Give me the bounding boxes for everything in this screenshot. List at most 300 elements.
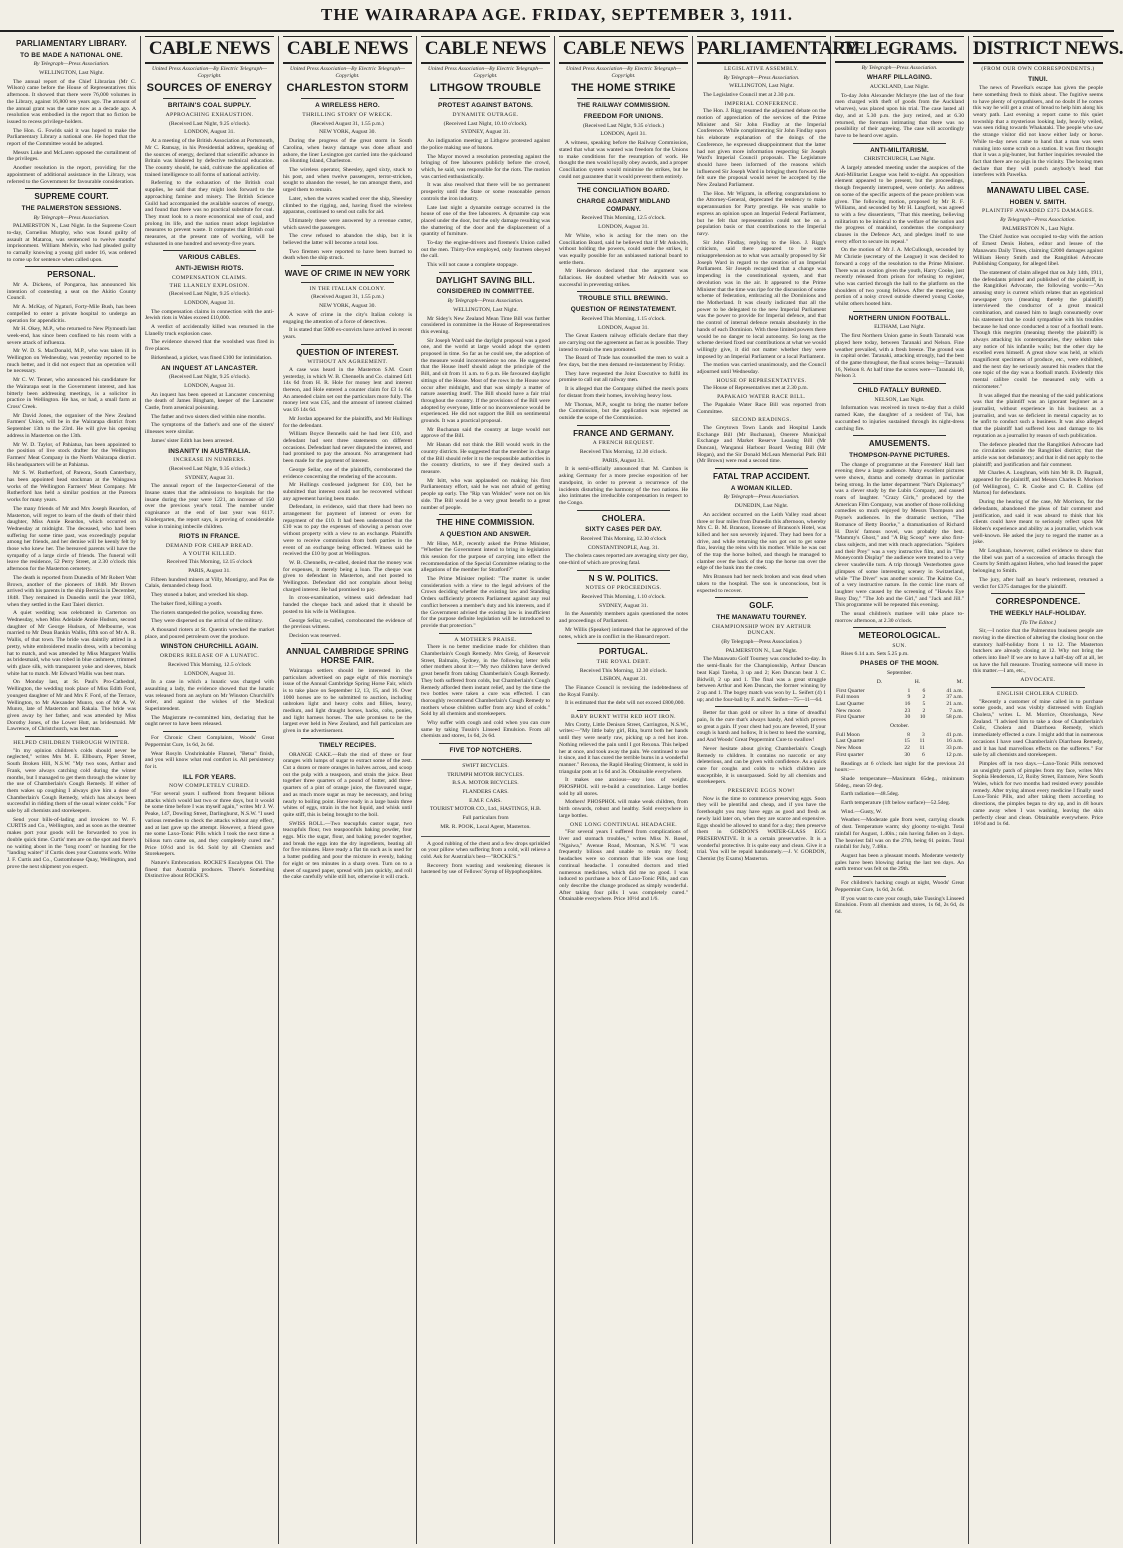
paragraph: Pimples off in two days.—Laxo-Tonic Pills removed an unsightly patch of pimples from my face, writes Mrs Sophia Henderson, 12, Roiby Street, Enmore, New South Wales, which for two months had resisted every possible remedy. After trying almost every medicine I finally used Laxo-Tonic Pills, and after taking them according to directions, the pimples began to dry up, and in 48 hours came away when I was washing, leaving the skin perfectly clear and clean. Obtainable everywhere. Price 10½d and 1s 6d. [973,760,1103,828]
paragraph: Recovery from wasting and weakening diseases is hastened by use of Fellows' Syrup of Hypophosphites. [421,862,550,876]
subheading: FREEDOM FOR UNIONS. [583,113,664,121]
byline: United Press Association—By Electric Telegraph—Copyright. [289,65,406,79]
column-banner: CABLE NEWS [559,36,688,64]
paragraph: A wave of crime in the city's Italian colony is engaging the attention of a force of detectives. [283,311,412,325]
paragraph: The crew refused to abandon the ship, but it is believed the latter will become a total loss. [283,233,412,247]
column-banner: CABLE NEWS [145,36,274,64]
table-cell: First Quarter [836,714,865,721]
subheading: THE PALMERSTON SESSIONS. [21,204,122,212]
column-banner: TELEGRAMS. [835,36,964,63]
paragraph: The Finance Council is revising the indebtedness of the Royal Family. [559,684,688,698]
sub-heading: DYNAMITE OUTRAGE. [452,112,519,119]
paragraph: SWISS ROLL.—Two teacupfuls castor sugar, two teacupfuls flour, two teaspoonfuls baking powder, four eggs. Mix the sugar, flour, and baking powder together, and break the eggs into the dry ingredients, beating all for five minutes. Have ready a flat tin such as is used for a batter pudding and pour the mixture in evenly, baking for eight or ten minutes in a sharp oven. Turn on to a sheet of sugared paper, spread with jam quickly, and roll the cake carefully while still hot, otherwise it will crack. [283,820,412,881]
table-cell: 3 [922,731,925,738]
byline: By Telegraph—Press Association. [33,61,110,68]
dateline: SYDNEY, August 31. [184,474,234,481]
paragraph: "In my opinion children's colds should never be neglected," writes Mrs M. E. Ellbourn, Piper Street, South Broken Hill, N.S.W. "My two sons, Arthur and Frank, were always catching cold during the winter months, but I managed to get them through the winter by the use of Chamberlain's Cough Remedy. If either of them wakes up coughing I always give him a dose of Chamberlain's Cough Remedy, which has always been successful in ridding them of the usual winter colds." For sale by all chemists and storekeepers. [7,747,136,815]
section-heading: WAVE OF CRIME IN NEW YORK [284,269,411,279]
ad-line: FLANDERS CARS. [462,788,509,795]
subheading: BRITAIN'S COAL SUPPLY. [167,102,252,110]
paragraph: Nature's Embrocation. ROCKE'S Eucalyptus Oil. The finest that Australia produces. There's Something Distinctive about ROCKE'S. [145,860,274,880]
subheading: THE MANAWATU TOURNEY. [716,613,807,621]
paragraph: On Monday last, at St. Paul's Pro-Cathedral, Wellington, the wedding took place of Miss Edith Ford, youngest daughter of Mr and Mrs F. Ford, of the Terrace, Wellington, to Mr Alexander Munro, son of Mr A. W. Munro, late of Masterton and Rakaia. The bride was given away by her father, and was attended by Miss Dorothy Jones, of the Lower Hutt, as bridesmaid. Mr Lawrence, of Christchurch, was best man. [7,679,136,733]
dateline: LONDON, August 31. [598,224,649,231]
subheading: CHARGE AGAINST MIDLAND COMPANY. [576,198,671,213]
paragraph: A largely attended meeting under the auspices of the Anti-Militarist League was held to-night. An opposition element appeared to be present, but the proceedings, though frequently interrupted, were orderly. An address on some of the specific aspects of the peace problem was given. The following motion, proposed by Mr R. F. Williams, and seconded by Mr H. Langford, was agreed to with a few dissentients, "That this meeting, believing militarism to be inimical to the welfare of the nation and the progress of mankind, condemns the compulsory clauses in the Defence Act, and pledges itself to use every effort to secure its repeal." [835,165,964,245]
paragraph: It is semi-officially announced that M. Cambon is asking Germany for a more precise exposition of her standpoint, in order to prevent a recurrence of the incidents disturbing the harmony of the two nations. He also intimates the irreducible compensation in respect to the Congo. [559,466,688,506]
subheading: THE CONCILIATION BOARD. [577,187,670,195]
table-cell: 11 [919,745,925,752]
dateline: NEW YORK, August 30. [319,303,376,310]
sub-heading: HELPED CHILDREN THROUGH WINTER. [13,740,130,747]
table-row [835,738,964,745]
subheading: TINUI. [1028,75,1048,83]
sub-heading: THRILLING STORY OF WRECK. [302,112,393,119]
table-cell: 12 p.m. [946,751,963,758]
dateline: NELSON, Last Night. [874,396,925,403]
paragraph: The Magistrate re-committed him, declaring that he ought never to have been released. [145,714,274,728]
table-row [835,688,964,695]
table-cell: 5 [922,700,926,707]
column-banner: CABLE NEWS [421,36,550,64]
subheading: THE WEEKLY HALF-HOLIDAY. [989,609,1087,617]
paragraph: A case was heard in the Masterton S.M. Court yesterday, in which W. B. Chennells and Co. claimed £41 14s 6d from H. R. Hole for money lent and interest thereon, and Hole entered a counter claim for £3 1s 6d. An amended claim set out the particulars more fully. The money lent was £35, and the amount of interest claimed was £6 14s 6d. [283,366,412,414]
paragraph: James' sister Edith has been arrested. [151,437,234,444]
paragraph: Defendant, in evidence, said that there had been no arrangement for payment of interest or even for repayment of the £10. It had been understood that the £10 was to pay the expenses of showing a person over without property with a view to an exchange. Plaintiffs were to receive commission from both parties in the event of an exchange being effected. Witness said he received the £10 by post at Wellington. [283,504,412,558]
paragraph: ORANGE CAKE.—Rub the rind of three or four oranges with lumps of sugar to extract some of the zest. Cut a dozen or more oranges in halves across, and scoop out the pulp with a teaspoon, and strain the juice. Beat together three quarters of a pound of butter, add three-quarters of a pint of orange juice, the flavoured sugar, and as much more sugar as may be necessary, and bring nearly to boiling point. Have ready in a large basin three whites of eggs, strain in the hot liquid, and whisk until quite stiff, this is being brought to the boil. [283,751,412,818]
paragraph: At a meeting of the British Association at Portsmouth, Mr C. Ramsay, in his Presidential address, speaking of the sources of energy, declared that scientific advance in Britain was hindered by defective technical education. The country should, he said, cultivate the application of trained intelligence to all forms of national activity. [145,138,274,178]
paragraph: The Board of Trade has counselled the men to wait a few days, but the men demand re-instatement by Friday. [559,355,688,369]
paragraph: The Legislative Council met at 2.30 p.m. [703,91,795,98]
paragraph: Wairarapa settlers should be interested in the particulars advertised on page eight of this morning's issue of the Annual Cambridge Spring Horse Fair, which is to take place on September 12, 13, 15, and 16. Over 1000 horses are to be submitted to auction, including unbroken light and heavy colts and fillies, heavy, medium, and light draught horses, hacks, cobs, ponies, and light harness horses. The sale promises to be the largest ever held in New Zealand, and full particulars are given in the advertisement. [283,667,412,735]
column-7 [831,36,969,1544]
paragraph: Mr Isitt, who was applauded on making his first Parliamentary effort, said he was not afraid of getting people up early. The "Rip van Winkles" were not on his side. The Bill would be a very great benefit to a great number of people. [421,477,550,511]
paragraph: A quiet wedding was celebrated in Carterton on Wednesday, when Miss Adelaide Annie Hudson, second daughter of Mr George Hudson, of Melbourne, was married to Mr Dean Bankin Wallis, fifth son of Mr A. R. Wallis, of that town. The bride was daintily attired in a pretty, white embroidered muslin dress, with a becoming hat to match, and was attended by Miss Margaret Wallis as bridesmaid, who was robed in blue cashmere, trimmed with glace silk, with transparent yoke and sleeves, black white hat to match. Mr Edward Wallis was best man. [7,610,136,677]
paragraph: Mr White, who is acting for the men on the Conciliation Board, said he believed that if Mr Askwith, without holding the powers, could settle the strikes, it was equally possible for an unbiassed national board to settle them. [559,232,688,266]
section-heading: METEOROLOGICAL. [858,631,941,641]
section-heading: CHOLERA. [601,513,646,523]
sub-heading: IMPERIAL CONFERENCE. [724,100,799,107]
paragraph: Mr David Jones, the organiser of the New Zealand Farmers' Union, will be in the Wairarapa district from September 13th to the 23rd. He will give his opening address in Masterton on the 13th. [7,412,136,439]
table-cell: Last Quarter [836,738,865,745]
table-row [835,694,964,701]
dateline: Received This Morning, 12.30 o'clock [580,535,667,542]
headline: THE HOME STRIKE [571,82,676,95]
newspaper-columns [0,32,1123,1544]
paragraph: The House of Representatives met at 2.30 p.m. [703,385,809,392]
byline: United Press Association—By Electric Telegraph—Copyright. [151,65,268,79]
sub-heading: SUN. [892,643,907,650]
paragraph: It is estimated that the debt will not exceed £800,000. [565,700,685,707]
paragraph: Sir John Findlay, replying to the Hon. J. Rigg's criticism, said there appeared to be some misapprehension as to what was actually proposed by Sir Joseph Ward in regard to the creation of an Imperial Parliament. Sir Joseph recognised that a change was impending in the constitutional system, and that devolution was in the air. It appeared to the Prime Minister that the time was ripe for the discussion of some scheme of federation, embracing all the Dominions and the Motherland. It was clearly indicated that all the power to be delegated to the new Imperial Parliament was the power to provide for Imperial defence, and that the control of internal defence remain absolutely in the hands of each Dominion. With these limited powers there would be no danger to local autonomy. So long as the scheme devised fixed our contributions at what we would willingly give, it did not matter whether they were imposed by an Imperial Parliament or a local Parliament. [697,239,826,360]
moon-month: October. [889,723,910,730]
paragraph: Information was received in town to-day that a child named Kate, the daughter of a resident of Tui, has succumbed to injuries sustained through its night-dress catching fire. [835,405,964,432]
table-cell: 41 a.m. [946,687,963,694]
sub-heading: PLAINTIFF AWARDED £375 DAMAGES. [981,208,1095,215]
paragraph: Mr C. W. Tenner, who announced his candidature for the Wairarapa seat in the Government interest, and has bitterly been addressing meetings, is a solicitor in practice in Wellington. He has, or had, a small farm at Cross' Creek. [7,377,136,410]
subheading: FIVE TOP NOTCHERS. [449,747,522,755]
paragraph: On the motion of Mr J. A. McCullough, seconded by Mr Christie (secretary of the League) it was decided to forward a copy of the resolution to the Prime Minister. There was an ovation given the youth, Harry Cooke, just recently released from prison for refusing to register, who was carried through the hall to the platform on the shoulders of two young fellows. After the meeting one portion of a noisy crowd outside cheered young Cooke, whilst others hooted him. [835,247,964,308]
dateline: PALMERSTON N., Last Night. [1002,225,1074,232]
paragraph: "For several years I suffered from complications of liver and stomach troubles," writes Miss N. Rosel, "Ngaiwa," Avenue Road, Mosman, N.S.W. "I was frequently bilious and unable to retain my food; headaches were so common that life was one long continual headache. I consulted doctors and tried numerous medicines, which did me no good. I was induced to purchase a box of Laxo-Tonic Pills, and can only describe the change produced as simply wonderful. After taking four pills I was completely cured." Obtainable everywhere. Price 10½d and 1/6. [559,829,688,903]
paragraph: Later, when the waves washed over the ship, Sheesley climbed to the rigging, and, having fixed the wireless apparatus, continued to send out calls for aid. [283,195,412,216]
dateline: WELLINGTON, Last Night. [453,306,518,313]
dateline: NEW YORK, August 30. [319,129,376,136]
ad-line: Full particulars from [462,815,509,822]
sub-heading: THE LLANELY EXPLOSION. [169,282,250,289]
subheading: THOMPSON-PAYNE PICTURES. [849,451,950,459]
ad-line: E.M.F. CARS. [469,797,502,804]
table-cell: 30 [904,714,911,721]
table-header-cell: M. [956,678,963,685]
paragraph: Mr H. Okey, M.P., who returned to New Plymouth last week-end, has since been confined to his room with a severe attack of influenza. [7,326,136,346]
paragraph: The father and two sisters died within nine months. [151,413,266,420]
sub-heading: THE ROYAL DEBT. [596,658,651,665]
paragraph: For children's hacking cough at night, Woods' Great Peppermint Cure, 1s 6d, 2s 6d. [835,880,964,893]
dateline: LONDON, August 31. [184,670,235,677]
paragraph: Earth radiation—48.5deg. [841,791,900,798]
column-1 [3,36,141,1544]
dateline: (Received Last Night, 9.25 o'clock). [168,374,250,381]
paragraph: Readings at 6 o'clock last night for the previous 24 hours:— [835,760,964,774]
paragraph: Wind.—Gusty, W. [841,808,883,815]
paragraph: If you want to cure your cough, take Tussing's Linseed Emulsion. From all chemists and stores, 1s 6d, 2s 6d, 4s 6d. [835,895,964,915]
ad-line: SWIFT BICYCLES. [462,762,509,769]
dateline: Received This Morning, 1.15 o'clock. [581,315,666,322]
paragraph: Earth temperature (1ft below surface)—52.5deg. [841,800,951,807]
dateline: LISBON, August 31. [599,676,648,683]
table-cell: 21 a.m. [946,700,963,707]
paragraph: To-day the engine-drivers and firemen's Union called out the men. Thirty-five employed, only fourteen obeyed the call. [421,240,550,260]
paragraph: The Papakaio Water Race Bill was reported from Committee. [697,401,826,415]
subheading: ANTI-JEWISH RIOTS. [175,265,244,273]
masthead [0,0,1114,32]
paragraph: Another resolution in the report, providing for the appointment of additional assistance in the Library, was referred to the Government for favourable consideration. [7,165,136,185]
column-4 [417,36,555,1544]
paragraph: "Recently a customer of mine called in to purchase some goods, and was visibly distressed with English Cholera," writes L. M. Morrice, Otorohanga, New Zealand. "I advised him to take a dose of Chamberlain's Colic, Cholera and Diarrhoea Remedy, which immediately effected a cure. I might add that in numerous occasions I have used Chamberlain's Diarrhoea Remedy, and it has had marvellous effects on the sufferers." For sale by all chemists and storekeepers. [973,698,1103,759]
ad-line: MR. R. POOK, Local Agent, Masterton. [440,823,531,830]
sub-heading: NOW COMPLETELY CURED. [168,783,251,790]
subheading: VARIOUS CABLES. [178,254,241,262]
table-row [835,714,964,721]
dateline: SYDNEY, August 31. [598,602,648,609]
sub-heading: INCREASE IN NUMBERS. [173,457,246,464]
table-row [835,732,964,739]
column-banner: DISTRICT NEWS. [973,36,1103,64]
subheading: A WOMAN KILLED. [730,484,793,492]
paragraph: Decision was reserved. [289,632,341,639]
paragraph: For Chronic Chest Complaints, Woods' Great Peppermint Cure, 1s 6d, 2s 6d. [145,735,274,748]
section-heading: ANNUAL CAMBRIDGE SPRING HORSE FAIR. [286,646,409,666]
paragraph: The compensation claims in connection with the anti-Jewish riots in Wales exceed £10,000. [145,308,274,322]
dateline: PARIS, August 31. [188,568,231,575]
paragraph: The Hon. G. Fowlds said it was hoped to make the Parliamentary Library a national one. He hoped that the report of the Committee would be adopted. [7,127,136,148]
subheading: RIOTS IN FRANCE. [178,533,241,541]
sub-heading: PAPAKAIO WATER RACE BILL. [717,394,806,401]
paragraph: It was also resolved that there will be no permanent prosperity until the State or some reasonable person controls the iron industry. [421,182,550,202]
paragraph: The motion was carried unanimously, and the Council adjourned until Wednesday. [697,362,826,376]
paragraph: The Greytown Town Lands and Hospital Lands Exchange Bill (Mr Buchanan), Onerere Municipal Exchange and Market Reserve Leasing Bill (Mr Duncan), Wanganui Harbour Board Vesting Bill (Mr Hogan), and the Sir Donald McLean Memorial Park Bill (Mr Brown) were read a second time. [697,424,826,465]
sub-heading: ADVOCATE. [1020,677,1056,684]
sub-heading: DEMAND FOR CHEAP BREAD. [165,542,254,549]
table-row [835,745,964,752]
paragraph: During the hearing of the case, Mr Morrison, for the defendants, abandoned the pleas of fair comment and justification, and said it was absurd to think that his clients could have meant to seriously reflect upon Mr Hoben's experience and ability as a journalist, which was well-known. He asked the jury to regard the matter as a joke. [973,499,1103,546]
headline: SOURCES OF ENERGY [146,82,273,95]
paragraph: An accident occurred on the Leith Valley road about three or four miles from Dunedin this afternoon, whereby Mrs C. B. M. Branson, licensee of Branson's Hotel, was killed and her son severely injured. They had been for a drive, and while returning the son got out to get some flax, leaving the reins with his mother. While he was out of the trap the horse bolted, and though he managed to clamber over the back of the trap the horse ran over the edge of the bank into the creek. [697,511,826,572]
sub-heading: BABY BURNT WITH RED HOT IRON. [571,714,676,721]
paragraph: The Prime Minister replied: "The matter is under consideration with a view to the legal advisers of the Crown deciding whether the existing law and Standing Orders sufficiently protects Parliament against any real conflict between a member's duty and his interests, and if the Government advised the existing law is insufficient for the purpose definite legislation will be introduced to provide that protection." [421,576,550,629]
masthead-title: THE WAIRARAPA AGE. FRIDAY, SEPTEMBER 3, 1911. [321,5,793,24]
subheading: TO BE MADE A NATIONAL ONE. [20,51,123,59]
headline: LITHGOW TROUBLE [429,82,542,95]
column-8 [969,36,1123,1544]
paragraph: The wireless operator, Sheesley, aged sixty, stuck to his post, and when twelve passengers, terror-stricken, sought to abandon the vessel, he ran amongst them, and urged them to remain. [283,167,412,194]
paragraph: The Manawatu Golf Tourney was concluded to-day. In the semi-finals for the Championship, Arthur Duncan beat Kapi Tareha, 3 up and 2; Ken Duncan beat J. C. Bidwill, 2 up and 1. The final was a great struggle between Arthur and Ken Duncan, the former winning by 2 up and 1. The bogey match was won by L. Seifert (4) 1 up; and the four-ball by F. and N. Seifert—75—11—64. [697,656,826,703]
paragraph: Mrs Branson had her neck broken and was dead when taken to the hospital. The son is unconscious, but is expected to recover. [697,574,826,594]
table-row [835,752,964,759]
paragraph: They have requested the Joint Executive to fulfil its promise to call out all railway men. [559,370,688,384]
sub-heading: IN THE ITALIAN COLONY. [309,285,386,292]
paragraph: Mr A. McKay, of Ngaturi, Forty-Mile Bush, has been compelled to enter a private hospital to undergo an operation for appendicitis. [7,304,136,324]
paragraph: Wear Rosyln Unshrinkable Flannel, "Betsa" finish, and you will know what real comfort is. All persistency for it. [145,750,274,770]
dateline: WELLINGTON, Last Night. [39,69,104,76]
dateline: (Received Last Night, 10.10 o'clock). [443,120,528,127]
section-heading: DAYLIGHT SAVING BILL. [436,275,535,285]
paragraph: Mr Loughnan, however, called evidence to show that the libel was part of a succession of attacks through the Courts by Smith against Hoben, who had leased the paper belonging to Smith. [973,548,1103,575]
moon-phases-table [835,688,964,722]
column-3 [279,36,417,1544]
table-cell: 23 [904,707,911,714]
section-heading: FRANCE AND GERMANY. [573,428,674,438]
paragraph: An inquest has been opened at Lancaster concerning the death of James Bingham, keeper of the Lancaster Castle, from arsenical poisoning. [145,391,274,412]
table-cell: 6 [922,751,925,758]
table-cell: 30 [904,751,910,758]
ad-line: TOURIST MOTOR CO., Ltd., HASTINGS, H.B. [429,806,542,813]
table-cell: 8 [907,731,910,738]
table-cell: 11 [919,738,925,745]
paragraph: The statement of claim alleged that on July 14th, 1911, the defendants printed and published of the plaintiff, in the Rangitikei Advocate, the following words:—"An amusing story is current which relates that an egotistical newspaper tyro (meaning thereby the plaintiff) interviewed the conductor of a great musical combination, and caused him to laugh consumedly over his statement that he could sympathise with his troubles because he had once conducted a tour of a football team. Though this megrim (meaning thereby the plaintiff) is always attacking his contemporaries, they seldom take any notice of his infantile wails; but the other day he excelled even himself. A great show was held, at which magnificent specimens of produce, etc., were exhibited, and the next day he seriously assured his readers that the one topic of the day was a football match. Evidently this mental calibre could be measured only with a micrometer." [973,269,1103,390]
section-heading: GOLF. [749,601,774,611]
paragraph: The death is reported from Dunedin of Mr Robert Watt Brown, another of the pioneers of 1848. Mr Brown arrived with his parents in the ship Bernicia in December, 1848. They remained in Dunedin until the year 1863, when they settled in the East Taieri district. [7,574,137,608]
table-header-cell: H. [914,678,921,685]
sub-heading: APPROACHING EXHAUSTION. [165,112,254,119]
sub-heading: ONE LONG CONTINUAL HEADACHE. [569,821,677,828]
dateline: Received This Morning, 12.15 o'clock [166,559,253,566]
paragraph: Late last night a dynamite outrage occurred in the house of one of the free labourers. A dynamite cap was placed under the door, but the only damage resulting was the shattering of the door and the displacement of a quantity of furniture. [421,204,550,238]
sub-heading: SECOND READINGS. [731,417,792,424]
ad-line: B.S.A. MOTOR BICYCLES. [452,780,519,787]
table-cell: 33 p.m. [946,745,963,752]
table-cell: 6 [922,687,926,694]
table-cell: 9 [907,694,911,701]
paragraph: During the progress of the great storm in South Carolina, when heavy damage was done afloat and ashore, the liner Lexington got carried into the quicksand on Hunting Island, Charleston. [283,138,412,165]
moon-table-header [835,679,964,686]
dateline: LONDON, August 31. [184,299,235,306]
paragraph: Birkenhead, a picket, was fined £100 for intimidation. [151,354,273,361]
paragraph: Weather.—Moderate gale from west, carrying clouds of dust. Temperature warm; sky gloomy to-night. Total rainfall for August, 1.40in.; rain having fallen on 3 days. The heaviest fall was on the 27th, being 61 points. Total rainfall for July, 7.48in. [835,817,964,851]
dateline: Received This Morning, 12.30 o'clock. [579,449,668,455]
subheading: HOBEN V. SMITH. [1009,198,1067,206]
byline: [To The Editor.] [1019,619,1056,626]
dateline: DUNEDIN, Last Night. [734,503,789,510]
sub-heading: LEGISLATIVE ASSEMBLY. [724,65,799,72]
paragraph: Mr Charles A. Loughnan, with him Mr R. D. Bagnall, appeared for the plaintiff, and Messrs Charles B. Morison (of Wellington), C. R. Cooke and C. B. Collins (of Marton) for defendants. [973,470,1103,497]
paragraph: William Boyce Bennells said he had lent £10, and defendant had sent three statements on different occasions. Defendant had never disputed the interest, and had promised to pay the amount. No arrangement had been made for the payment of interest. [283,431,412,465]
column-banner: PARLIAMENTARY [697,36,826,64]
paragraph: Better far than gold or silver In a time of dreadful pain, Is the cure that's always handy, And which proves so great a gain. If your chest had you are fevered, If your cough is harsh and hollow, It is best to heed the warning, and And Woods' Great Peppermint Cure to swallow! [697,710,826,744]
paragraph: "For several years I suffered from frequent bilious attacks which would last two or three days, but it would be some time before I was myself again," writes Mr J. W. Peake, 147, Dowling Street, Darlinghurst, N.S.W. "I used various remedies to check the attacks without any effect, and at last gave up the attempt. However, a friend gave me some Laxo-Tonic Pills which I took the next time a bilious turn came on, and they completely cured me." Price 10½d and 1s 6d. Sold by all Chemists and Storekeepers. [145,791,274,858]
dateline: LONDON, August 31. [184,129,235,136]
dateline: Received This Morning, 1.10 o'clock. [581,594,666,601]
paragraph: Two firemen were reported to have been burned to death when the ship struck. [283,248,412,262]
paragraph: They stoned a baker, and wrecked his shop. [151,592,249,599]
paragraph: Messrs Luke and McLaren opposed the curtailment of the privileges. [7,149,136,163]
table-cell: Full Moon [836,731,860,738]
paragraph: Mrs Crotty, Little Denison Street, Carrington, N.S.W., writes:—"My little baby girl, Rita, burnt both her hands until they were nearly raw, picking up a red hot iron. Nothing relieved the pain until I got Rexona. This helped her at once, and took away the pain. We continued to use it since, and it has cured the terrible burns in a wonderful manner." Rexona, the Rapid Healing Ointment, is sold in triangular pots at 1s 6d and 3s. Obtainable everywhere. [559,721,688,775]
paragraph: Sir Joseph Ward said the daylight proposal was a good one, and the world at large would adopt the system proposed in time. So far as he could see, the adoption of the measure would inconvenience no one. He suggested that the House itself should adopt the principle of the Bill, and sit from 11 a.m. to 6 p.m. He favoured daylight sittings of the House. Most of the rows in the House now occur after midnight, and that was simply a matter of nature asserting itself. The Bill should have a fair trial throughout the country. If the provisions of the Bill were adopted by everyone, little or no inconvenience would be experienced. He did not support the Bill on sentimental grounds. It was a practical proposal. [421,337,550,425]
byline: By Telegraph—Press Association. [447,298,524,305]
paragraph: Mothers! PHOSPHOL will make weak children, from birth onwards, robust and healthy. Sold everywhere in large bottles. [559,799,688,819]
paragraph: The jury, after half an hour's retirement, returned a verdict for £375 damages for the plaintiff. [973,576,1103,590]
paragraph: Shade temperature—Maximum 65deg., minimum 56deg., mean 59 deg. [835,775,964,789]
section-heading: MANAWATU LIBEL CASE. [986,186,1090,196]
subheading: QUESTION OF REINSTATEMENT. [570,306,677,314]
dateline: (Received Last Night, 9.35 o'clock.) [582,122,664,129]
paragraph: The many friends of Mr and Mrs Joseph Reardon, of Masterton, will regret to learn of the death of their third daughter, Miss Annie Reardon, which occurred on Wednesday at midnight. The deceased, who had been suffering for some time past, was exceedingly popular among her friends, and her demise will be keenly felt by those who knew her. The bereaved parents will have the sympathy of a large circle of friends. The funeral will leave the residence, 52 Perry Street, at 2.30 o'clock this afternoon for the Masterton cemetery. [7,505,136,573]
subheading: A WIRELESS HERO. [315,102,380,110]
dateline: WELLINGTON, Last Night. [729,83,794,90]
table-cell: 2 [922,694,926,701]
subheading: CHILD FATALLY BURNED. [857,387,942,395]
paragraph: This will not cause a complete stoppage. [427,262,518,269]
dateline: LONDON, August 31. [598,324,649,331]
section-heading: CORRESPONDENCE. [995,597,1081,607]
paragraph: Mr W. D. S. MacDonald, M.P., who was taken ill in Wellington on Wednesday, was yesterday reported to be much better, and it did not expect that an operation will be necessary. [7,348,136,375]
paragraph: There is no better medicine made for children than Chamberlain's Cough Remedy. Mrs Greig, of Reservoir Street, Balmain, Sydney, in the following letter tells other mothers about it:—"My two children have derived great benefit from taking Chamberlain's Cough Remedy. They both suffered from colds, but Chamberlain's Cough Remedy afforded them instant relief, and by the time the two bottles were taken a cure was effected. I can thoroughly recommend Chamberlain's Cough Remedy to mothers whose children suffer from any kind of colds." Sold by all chemists and storekeepers. [421,644,550,718]
paragraph: The cholera cases reported are averaging sixty per day, one-third of which are proving fatal. [559,553,688,567]
dateline: CONSTANTINOPLE, Aug. 31. [587,544,660,551]
section-heading: SUPREME COURT. [34,192,109,202]
section-heading: PERSONAL. [47,270,96,280]
paragraph: Mr Henderson declared that the argument was fallacious. He doubted whether Mr Askwith was so successful in preventing strikes. [559,268,688,288]
dateline: Received This Morning, 12.5 o'clock [168,661,251,668]
headline: CHARLESTON STORM [286,82,409,95]
paragraph: The rioters stampeded the police, wounding three. [151,609,264,616]
sub-heading: PRESERVE EGGS NOW! [727,788,796,795]
paragraph: Mr S. W. Rutherford, of Pareora, South Canterbury, has been appointed head stockman at the Waingawa works of the Wellington Farmers' Meat Company. Mr Rutherford has held a similar position at the Pareora works for many years. [7,470,136,504]
paragraph: The Great Eastern railway officials declare that they are carrying out the agreement as fast as is possible. They intend to retain the men promoted. [559,333,688,353]
dateline: Received This Morning, 12.30 o'clock. [579,667,668,674]
table-cell: 2 [922,707,926,714]
paragraph: George Sellar, one of the plaintiffs, corroborated the evidence concerning the rendering of the accounts. [283,466,412,480]
byline: United Press Association—By Electric Telegraph—Copyright. [427,65,544,79]
dateline: (Received Last Night, 9.35 o'clock.) [168,465,250,472]
paragraph: The Mayor moved a resolution protesting against the bringing of free labourers publicly before the crowd, which, he said, was responsible for the riots. The motion was carried enthusiastically. [421,153,550,180]
paragraph: It is stated that 5000 ex-convicts have arrived in recent years. [283,327,412,340]
table-cell: 37 a.m. [946,694,963,701]
paragraph: The first Northern Union game in South Taranaki was played here today, between Taranaki and Nelson. Fine weather prevailed, with a fresh breeze. The ground was in capital order. Taranaki, attacking strongly, had the best of the game throughout, the final scores being—Taranaki 16, Nelson 8. At half time the scores were—Taranaki 10, Nelson 3. [835,333,964,380]
table-cell: 15 [904,738,910,745]
subheading: TROUBLE STILL BREWING. [578,295,669,303]
paragraph: Sir,—I notice that the Palmerston business people are moving in the direction of altering the closing hour on the statutory half-holiday from 1 to 12. The Masterton butchers are already closing at 12. Why not bring the others into line? If we are to have a half-day off at all, let us have the full measure. Trusting someone will move in this matter.—I am, etc., [973,628,1103,675]
subheading: INSANITY IN AUSTRALIA. [168,447,251,455]
paragraph: Mr Jordan appeared for the plaintiffs, and Mr Hullings for the defendant. [283,415,412,429]
column-banner: CABLE NEWS [283,36,412,64]
paragraph: The usual children's matinee will take place to-morrow afternoon, at 2.30 o'clock. [835,611,964,624]
subheading: PHASES OF THE MOON. [860,660,939,668]
section-heading: THE HINE COMMISSION. [436,518,535,528]
table-cell: Last Quarter [836,700,865,707]
sub-heading: A MOTHER'S PRAISE. [454,636,517,643]
table-header-cell: D. [876,678,883,685]
byline: By Telegraph—Press Association. [861,64,938,71]
paragraph: The evidence showed that the woolshed was fired in five places. [145,339,274,353]
paragraph: Mr A. Dickens, of Pongaroa, has announced his intention of contesting a seat on the Akitio County Council. [7,282,136,302]
dateline: (Received August 31, 1.55 p.m.) [311,120,384,127]
paragraph: Mr Buchanan said the country at large would not approve of the Bill. [421,426,550,440]
subheading: ILL FOR YEARS. [183,773,236,781]
subheading: NORTHERN UNION FOOTBALL. [848,314,951,322]
paragraph: In the Assembly members again questioned the notes and proceedings of Parliament. [559,611,688,625]
paragraph: In cross-examination, witness said defendant had handed the cheque back and asked that it should be posted to his wife in Wellington. [283,595,412,615]
section-heading: PARLIAMENTARY LIBRARY. [16,39,127,48]
paragraph: Mr Thomas, M.P., sought to bring the matter before the Commission, but the application was rejected as outside the scope of the Commission. [559,401,688,421]
paragraph: George Sellar, re-called, corroborated the evidence of the previous witness. [283,617,412,631]
ad-line: TRIUMPH MOTOR BICYCLES. [447,771,524,778]
paragraph: Now is the time to commence preserving eggs. Soon they will be plentiful and cheap, and if you have the forethought you may have eggs as good and fresh as newly laid later on, when they are scarce and expensive. Eggs should be allowed to stand for a day; then preserve them in GORDON'S WATER-GLASS EGG PRESERVATIVE. It is a certain preservative. It is a wonderful protective. It is quite easy and clean. Give it a trial. You will be repaid handsomely.—J. V. GORDON, Chemist (by Exams) Masterton. [697,795,826,863]
paragraph: A witness, speaking before the Railway Commission, stated that what was wanted was freedom for the Unions to make conditions for the resumption of work. He thought the men would loyally obey awards, and a proper Conciliation system would minimise the strikes, but he could not guarantee that it would prevent them entirely. [559,140,688,180]
paragraph: The annual report of the Inspector-General of the Insane states that the admissions to hospitals for the insane during the year were 1221, an increase of 150 over the previous year's total. The number under cognisance at the end of last year was 6117. Kindergarten, the report says, is proving of considerable value in training imbecile children. [145,483,274,530]
sub-heading: NOTES OF PROCEEDINGS. [585,585,662,592]
moon-phases [835,670,964,758]
table-cell: 58 p.m. [946,714,963,721]
paragraph: To-day John Alexander McIntyre (the last of the four men charged with theft of goods from the Auckland wharves), was placed upon his trial. The case lasted all day, and at 5.30 p.m. the jury retired, and at 6.30 returned, the foreman intimating that there was no possibility of their agreeing. The case will accordingly have to be heard over again. [835,92,964,139]
subheading: CONSIDERED IN COMMITTEE. [436,288,535,296]
paragraph: The Hon. J. Rigg resumed the adjourned debate on the motion of appreciation of the services of the Prime Minister and Sir John Findlay at the Imperial Conference. While complimenting Sir John Findlay upon his elaborate explanation of the doings of the Conference, he expressed disappointment that the latter had not given more information respecting Sir Joseph Ward's Imperial Council proposals. The Legislature should have been informed of the reasons which influenced Sir Joseph Ward in bringing them forward. He felt sure the proposal would never be accepted by the New Zealand Parliament. [697,108,826,189]
paragraph: In a case in which a lunatic was charged with assaulting a lady, the evidence showed that the lunatic was released from an asylum on Mr Winston Churchill's order, and against the wishes of the Medical Superintendent. [145,679,274,713]
table-cell: Full moon [836,694,860,701]
paragraph: They were dispersed on the arrival of the military. [151,618,263,625]
table-cell: 41 p.m. [946,731,963,738]
moon-phases-table [835,732,964,759]
section-heading: N S W. POLITICS. [588,573,659,583]
subheading: ANTI-MILITARISM. [870,146,929,154]
paragraph: Mr Sidey's New Zealand Mean Time Bill was further considered in committee in the House of Representatives this evening. [421,315,550,335]
paragraph: A verdict of accidentally killed was returned in the Llanelly truck explosion case. [145,324,274,337]
advertisement [421,759,550,837]
paragraph: It makes one anxious—any loss of weight. PHOSPHOL will re-build a constitution. Large bottles sold by all stores. [559,777,688,797]
section-heading: FATAL TRAP ACCIDENT. [713,472,810,482]
paragraph: Send your bills-of-lading and invoices to W. F. CURTIS and Co., Wellington, and as soon as the steamer makes port your goods will be forwarded to you in double quick time. Curtis' men are on the spot and there's no waiting about in the "long room" or hunting for the "landing waiter" if Curtis does your Customs work. Write J. F. Curtis and Co., Customhouse Quay, Wellington, and prove the next shipment you expect. [7,816,136,870]
paragraph: The news of Pawelka's escape has given the people here something fresh to think about. The fugitive seems to have plenty of sympathisers, and no doubt if he comes this way he will get a crust of bread to help him along his weary path. Last evening a report came to this quiet township that a mysterious looking lady, heavily veiled, was seen riding towards Whakataki. The people who saw the strange visitor did not know either lady or horse. While to-day news came to hand that a man was seen running into some scrub on a station. It was first thought that it was a pig-hunter, but further inquiries revealed the fact that there are no pigs in the vicinity. The boxing men declare that they will punch anybody's head that interferes with Pawelka. [973,85,1103,179]
sub-heading: ENGLISH CHOLERA CURED. [997,690,1079,697]
paragraph: It is alleged that the Company shifted the men's posts for distant from their homes, involving heavy loss. [559,386,688,399]
table-row [835,701,964,708]
section-heading: PORTUGAL. [599,647,648,657]
paragraph: Never hesitate about giving Chamberlain's Cough Remedy to children. It contains no narcotic or any deleterious, and can be given with confidence. As a quick cure for coughs and colds to which children are susceptible, it is unsurpassed. Sold by all chemists and storekeepers. [697,745,826,786]
subheading: WHARF PILLAGING. [866,74,933,82]
subheading: SIXTY CASES PER DAY. [585,526,662,534]
dateline: (Received August 31, 1.55 p.m.) [311,294,384,301]
subheading: THE RAILWAY COMMISSION. [576,102,670,110]
paragraph: It was alleged that the meaning of the said publications was that the plaintiff was an ignorant beginner as a journalist, without experience in his business as a journalist, and was so deficient in mental capacity as to be unfit to conduct such a business. It was also alleged that the plaintiff had suffered loss and damage to his reputation as a journalist by reason of such publication. [973,392,1103,439]
paragraph: August has been a pleasant month. Moderate westerly gales have been blowing during the last ten days. An earth tremor was felt on the 29th. [835,853,964,873]
paragraph: The defence pleaded that the Rangitikei Advocate had no circulation outside the Rangitikei district; that the article was not defamatory; and that it did not apply to the plaintiff; and justification and fair comment. [973,441,1103,468]
table-cell: 1 [907,687,911,694]
paragraph: A thousand rioters at St. Quentin wrecked the market place, and poured petroleum over the produce. [145,627,274,640]
table-cell: 22 [904,745,910,752]
sub-heading: COMPENSATION CLAIMS. [171,274,248,281]
